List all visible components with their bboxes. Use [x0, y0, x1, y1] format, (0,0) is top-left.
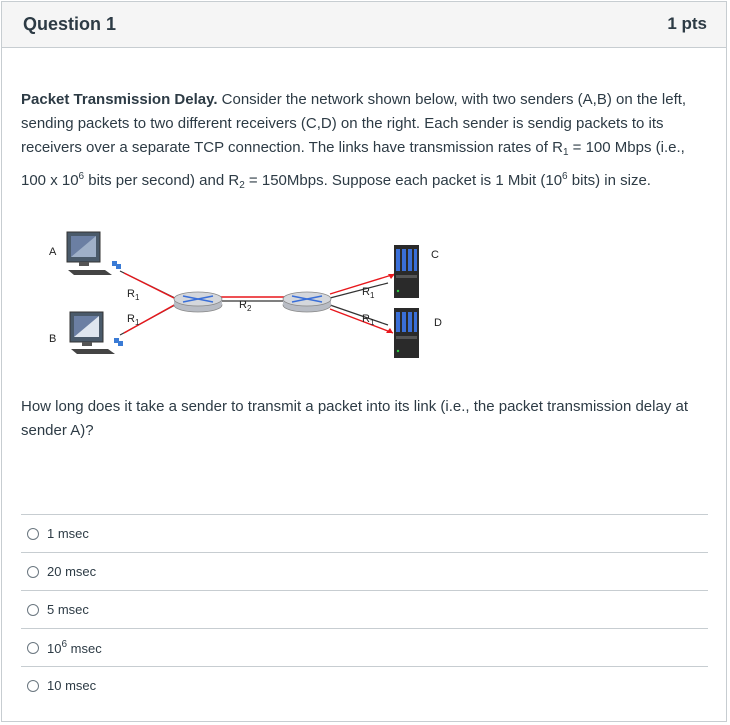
question-points: 1 pts [667, 14, 707, 33]
answer-list [21, 514, 708, 704]
answer-label: 20 msec [47, 564, 97, 579]
question-title: Question 1 [23, 14, 117, 34]
answer-option[interactable] [21, 628, 708, 666]
link-label-r1-a: $R_1$ [127, 288, 140, 302]
packets-a-icon [112, 261, 121, 269]
question-prompt: How long does it take a sender to transmit a packet into its link (i.e., the packet transmission delay at sender A)? [21, 398, 688, 439]
r1-subscript: 1 [562, 147, 569, 158]
label-c: C [431, 249, 439, 261]
question-text-part: = 150Mbps. Suppose each packet is 1 Mbit (10 [244, 172, 563, 189]
network-links [120, 271, 395, 335]
radio-button[interactable] [27, 604, 39, 616]
computer-a-icon [67, 232, 112, 275]
question-heading: Packet Transmission Delay. [21, 91, 218, 108]
answer-option[interactable] [21, 552, 708, 590]
packets-b-icon [114, 338, 123, 346]
exponent: 6 [78, 171, 85, 182]
answer-option[interactable] [21, 514, 708, 552]
question-text-part: bits) in size. [567, 172, 651, 189]
link-label-r2: $R_2$ [239, 299, 252, 313]
exponent: 6 [562, 171, 568, 182]
answer-label: 5 msec [47, 602, 89, 617]
question-text [21, 88, 711, 198]
link-label-r1-b: $R_1$ [127, 313, 140, 327]
radio-button[interactable] [27, 528, 39, 540]
question-text-part: bits per second) and R [84, 172, 240, 189]
r2-subscript: 2 [239, 180, 245, 191]
answer-option[interactable] [21, 666, 708, 704]
question-text-part: = 100 Mbps (i.e., 100 x 10 [21, 139, 685, 189]
label-b: B [49, 333, 57, 345]
label-a: A [49, 246, 57, 258]
server-d-icon [394, 308, 419, 358]
answer-label: 10 msec [47, 678, 97, 693]
question-text-part: Consider the network shown below, with two senders (A,B) on the left, sending packets to two different receivers (C,D) on the right. Each sender is sendig packets to its receivers over a separate TCP connection. The links have transmission rates of R [21, 91, 687, 156]
radio-button[interactable] [27, 680, 39, 692]
link-label-r1-d: $R_1$ [362, 313, 375, 327]
question-header [2, 2, 726, 48]
label-d: D [434, 317, 442, 329]
server-c-icon [394, 245, 419, 298]
answer-label [47, 639, 102, 656]
link-label-r1-c: $R_1$ [362, 286, 375, 300]
answer-label-unit: msec [67, 641, 102, 656]
answer-option[interactable] [21, 590, 708, 628]
answer-label: 1 msec [47, 526, 89, 541]
answer-label-base: 10 [47, 641, 62, 656]
radio-button[interactable] [27, 566, 39, 578]
answer-label-exponent: 6 [61, 639, 68, 650]
router-2-icon [283, 292, 331, 312]
computer-b-icon [70, 312, 115, 354]
radio-button[interactable] [27, 642, 39, 654]
router-1-icon [174, 292, 222, 312]
network-diagram [40, 225, 460, 360]
